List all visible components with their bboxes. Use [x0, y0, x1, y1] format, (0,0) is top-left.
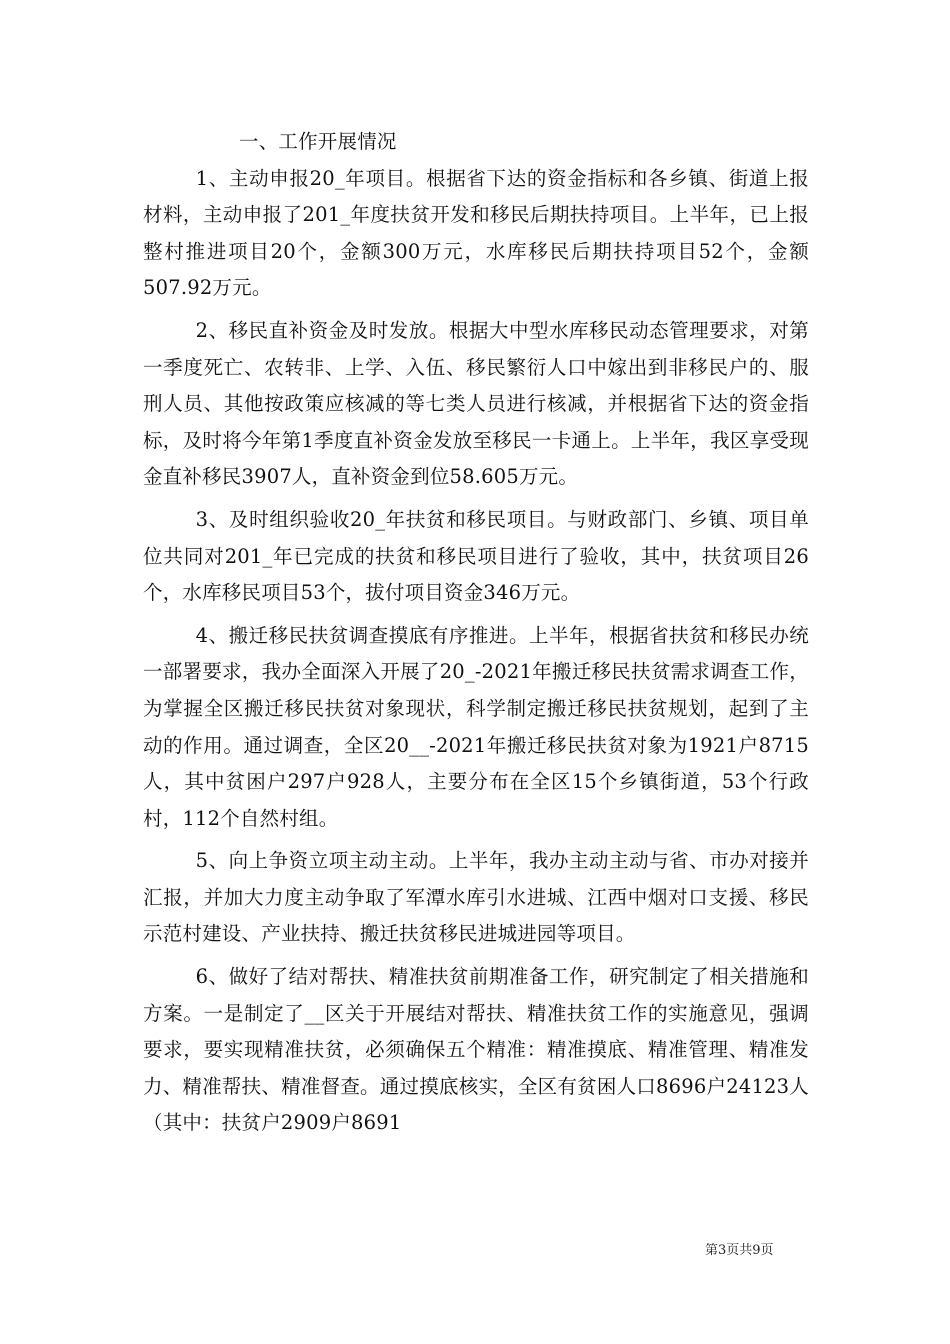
- paragraph-1: 1、主动申报20_年项目。根据省下达的资金指标和各乡镇、街道上报材料，主动申报了201_年度扶贫开发和移民后期扶持项目。上半年，已上报整村推进项目20个，金额300万元，水库移民后期扶持项目52个，金额507.92万元。: [143, 166, 809, 300]
- paragraph-4: 4、搬迁移民扶贫调查摸底有序推进。上半年，根据省扶贫和移民办统一部署要求，我办全面深入开展了20_-2021年搬迁移民扶贫需求调查工作，为掌握全区搬迁移民扶贫对象现状，科学制定搬迁移民扶贫规划，起到了主动的作用。通过调查，全区20__-2021年搬迁移民扶贫对象为1921户8715人，其中贫困户297户928人，主要分布在全区15个乡镇街道，53个行政村，112个自然村组。: [143, 623, 809, 830]
- section-heading: 一、工作开展情况: [239, 130, 397, 153]
- paragraph-5: 5、向上争资立项主动主动。上半年，我办主动主动与省、市办对接并汇报，并加大力度主动争取了军潭水库引水进城、江西中烟对口支援、移民示范村建设、产业扶持、搬迁扶贫移民进城进园等项目。: [143, 849, 809, 946]
- page-number: 第3页共9页: [705, 1243, 774, 1258]
- paragraph-2: 2、移民直补资金及时发放。根据大中型水库移民动态管理要求，对第一季度死亡、农转非、上学、入伍、移民繁衍人口中嫁出到非移民户的、服刑人员、其他按政策应核减的等七类人员进行核减，并根据省下达的资金指标，及时将今年第1季度直补资金发放至移民一卡通上。上半年，我区享受现金直补移民3907人，直补资金到位58.605万元。: [143, 318, 809, 489]
- paragraph-3: 3、及时组织验收20_年扶贫和移民项目。与财政部门、乡镇、项目单位共同对201_年已完成的扶贫和移民项目进行了验收，其中，扶贫项目26个，水库移民项目53个，拔付项目资金346万元。: [143, 507, 809, 605]
- paragraph-6: 6、做好了结对帮扶、精准扶贫前期准备工作，研究制定了相关措施和方案。一是制定了__区关于开展结对帮扶、精准扶贫工作的实施意见，强调要求，要实现精准扶贫，必须确保五个精准：精准摸底、精准管理、精准发力、精准帮扶、精准督查。通过摸底核实，全区有贫困人口8696户24123人（其中：扶贫户2909户8691: [143, 965, 809, 1135]
- document-body: [143, 124, 809, 1142]
